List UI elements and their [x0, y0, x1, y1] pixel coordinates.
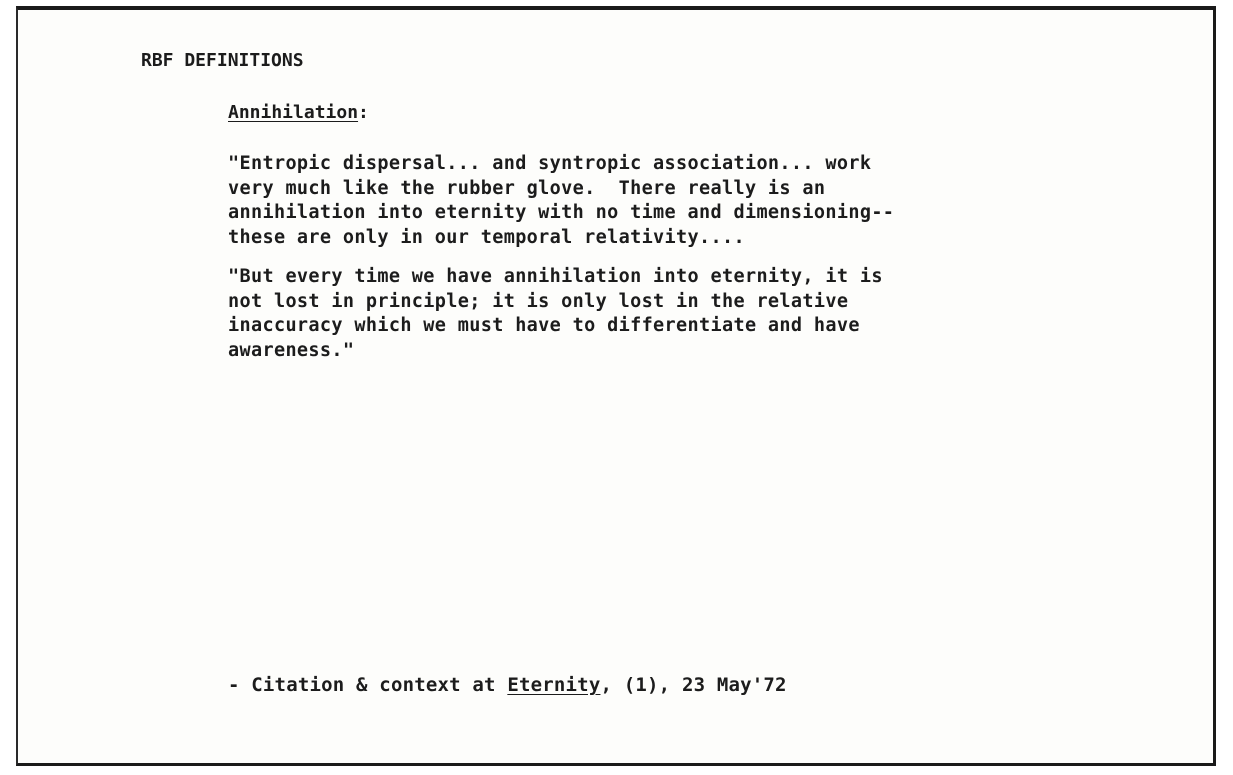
- citation-line: [228, 674, 787, 696]
- term-heading: [228, 102, 369, 123]
- citation-link-eternity[interactable]: Eternity: [507, 674, 601, 696]
- page-title: RBF DEFINITIONS: [141, 50, 304, 71]
- citation-prefix: - Citation & context at: [228, 674, 508, 696]
- quote-paragraph-1: "Entropic dispersal... and syntropic association... work very much like the rubber glove. There really is an annihilation into eternity with no time and dimensioning-- these are only in our temporal relativity....: [228, 153, 895, 248]
- term-label: Annihilation: [228, 102, 359, 123]
- term-colon: :: [358, 102, 369, 123]
- quote-paragraph-2: "But every time we have annihilation into eternity, it is not lost in principle; it is only lost in the relative inaccuracy which we must have to differentiate and have awareness.": [228, 266, 883, 361]
- citation-suffix: , (1), 23 May'72: [600, 674, 787, 696]
- definition-card: [16, 6, 1216, 766]
